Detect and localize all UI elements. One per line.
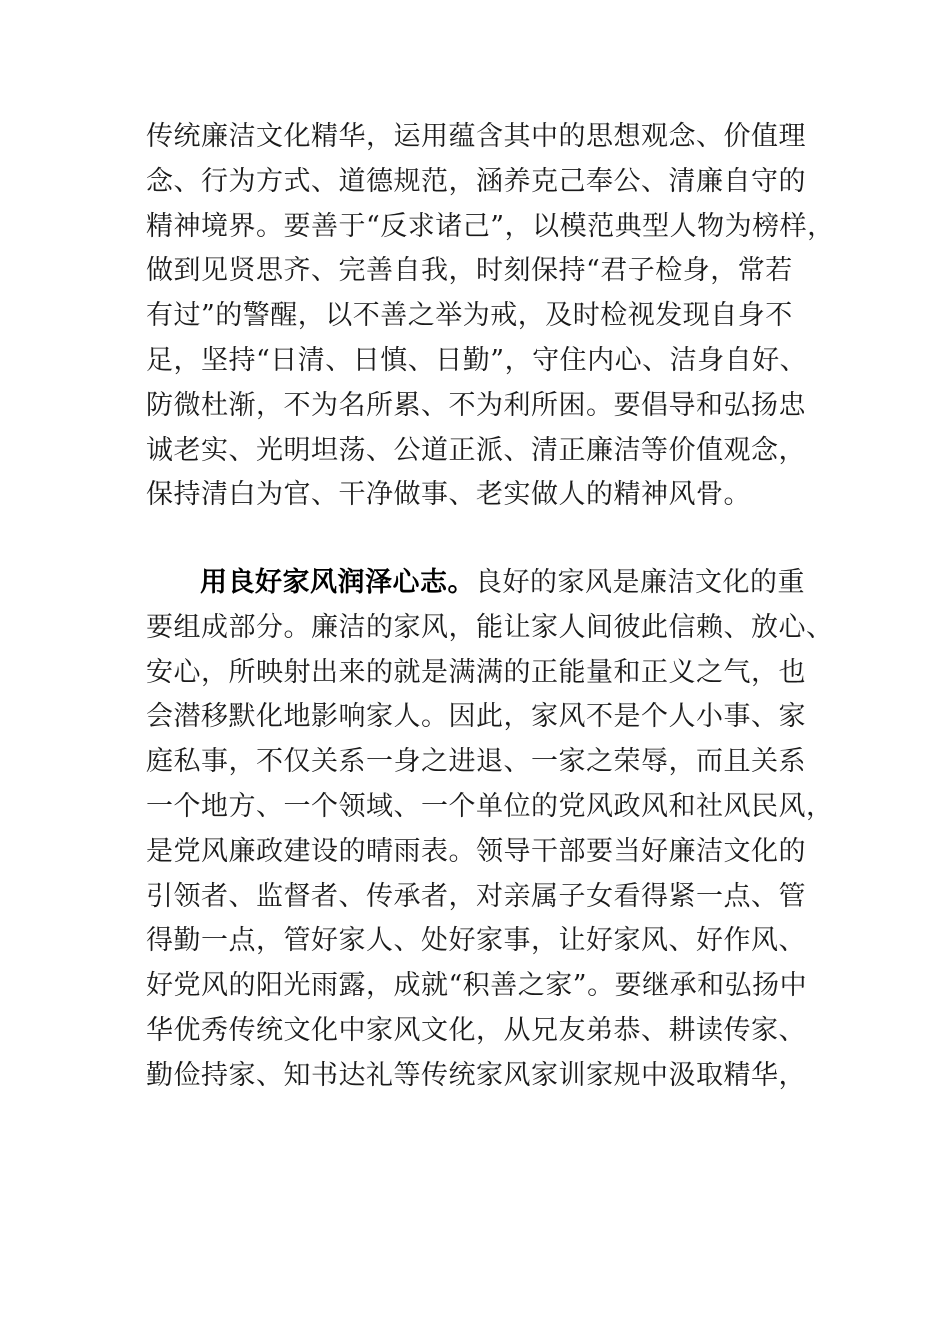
paragraph-1-line: 保持清白为官、干净做事、老实做人的精神风骨。 bbox=[146, 479, 751, 511]
paragraph-1-line: 足，坚持“日清、日慎、日勤”，守住内心、洁身自好、 bbox=[146, 344, 808, 376]
paragraph-heading: 用良好家风润泽心志。 bbox=[200, 567, 475, 598]
paragraph-2-line: 要组成部分。廉洁的家风，能让家人间彼此信赖、放心、 bbox=[146, 611, 834, 643]
paragraph-1-line: 传统廉洁文化精华，运用蕴含其中的思想观念、价值理 bbox=[146, 121, 806, 152]
paragraph-2-line: 是党风廉政建设的晴雨表。领导干部要当好廉洁文化的 bbox=[146, 835, 806, 867]
paragraph-1-line: 有过”的警醒，以不善之举为戒，及时检视发现自身不 bbox=[146, 300, 793, 332]
paragraph-1-line: 诚老实、光明坦荡、公道正派、清正廉洁等价值观念， bbox=[146, 434, 806, 466]
paragraph-2-line: 华优秀传统文化中家风文化，从兄友弟恭、耕读传家、 bbox=[146, 1014, 806, 1046]
paragraph-2-line: 好党风的阳光雨露，成就“积善之家”。要继承和弘扬中 bbox=[146, 970, 808, 1002]
paragraph-2-line: 引领者、监督者、传承者，对亲属子女看得紧一点、管 bbox=[146, 880, 806, 912]
paragraph-2-first-line bbox=[146, 561, 816, 606]
paragraph-1-line: 念、行为方式、道德规范，涵养克己奉公、清廉自守的 bbox=[146, 165, 806, 197]
paragraph-1 bbox=[146, 115, 835, 518]
paragraph-2 bbox=[146, 561, 834, 1099]
paragraph-1-line: 防微杜渐，不为名所累、不为利所困。要倡导和弘扬忠 bbox=[146, 389, 806, 421]
paragraph-1-line: 做到见贤思齐、完善自我，时刻保持“君子检身，常若 bbox=[146, 255, 793, 287]
paragraph-2-line: 勤俭持家、知书达礼等传统家风家训家规中汲取精华， bbox=[146, 1059, 806, 1091]
paragraph-2-line: 安心，所映射出来的就是满满的正能量和正义之气，也 bbox=[146, 656, 806, 688]
paragraph-2-first-line-text: 良好的家风是廉洁文化的重 bbox=[475, 567, 805, 598]
paragraph-1-line: 精神境界。要善于“反求诸己”，以模范典型人物为榜样， bbox=[146, 210, 835, 242]
paragraph-2-line: 一个地方、一个领域、一个单位的党风政风和社风民风， bbox=[146, 790, 834, 822]
paragraph-2-line: 会潜移默化地影响家人。因此，家风不是个人小事、家 bbox=[146, 701, 806, 733]
paragraph-2-line: 庭私事，不仅关系一身之进退、一家之荣辱，而且关系 bbox=[146, 746, 806, 778]
paragraph-2-line: 得勤一点，管好家人、处好家事，让好家风、好作风、 bbox=[146, 925, 806, 957]
